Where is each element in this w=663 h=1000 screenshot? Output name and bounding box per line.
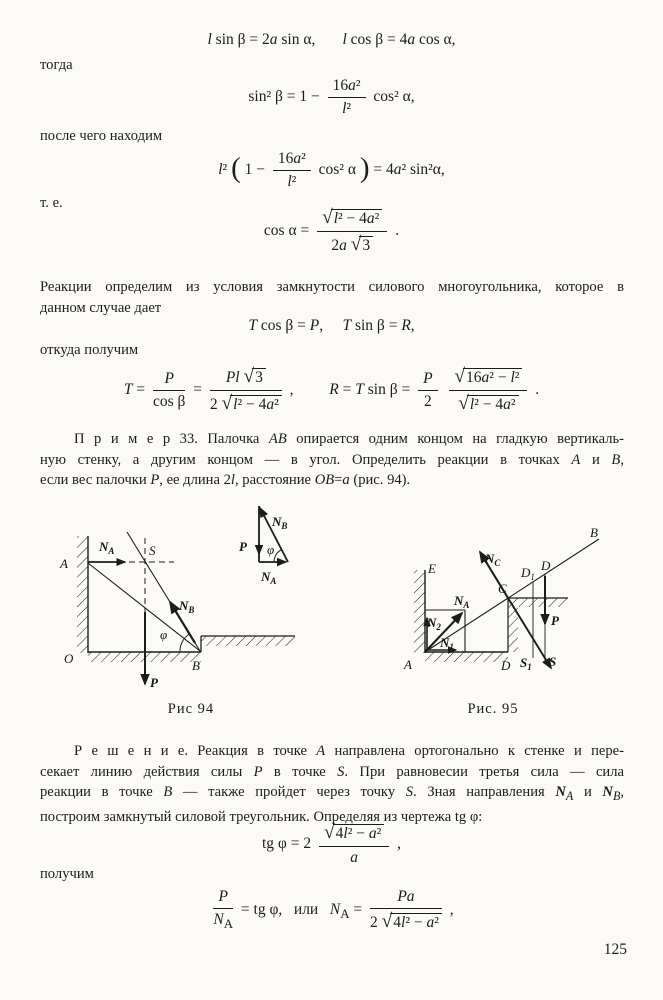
numerator xyxy=(210,366,282,391)
label-otkuda: откуда получим xyxy=(40,342,139,358)
right-paren: ) xyxy=(359,152,370,184)
fraction xyxy=(273,150,311,191)
denominator xyxy=(317,232,387,256)
left-paren: ( xyxy=(231,152,241,184)
step xyxy=(508,598,568,652)
fraction xyxy=(210,366,282,415)
figure-95-caption: Рис. 95 xyxy=(467,701,519,717)
eq8-comma: , xyxy=(449,901,454,919)
page-number: 125 xyxy=(603,941,627,958)
wall xyxy=(414,570,425,653)
force-label-n2: $N_2$ xyxy=(427,615,441,632)
equals-sign: = xyxy=(193,381,203,399)
eq6-R: R = T sin β = xyxy=(329,381,411,399)
step-top-hatch xyxy=(508,598,568,607)
paragraph-reactions xyxy=(40,277,624,318)
sqrt xyxy=(322,207,382,228)
equation-tcos: T cos β = P, T sin β = R, xyxy=(248,317,415,334)
radical-sign: √ xyxy=(454,366,466,387)
den-coeff: 2a xyxy=(331,237,347,254)
triangle-label-nb: $N_B$ xyxy=(272,514,288,531)
eq4-lhs: cos α = xyxy=(263,222,310,240)
eq4-period: . xyxy=(395,222,400,240)
fraction xyxy=(153,370,185,411)
sqrt xyxy=(458,393,518,414)
eq3-one-minus: 1 − xyxy=(244,161,265,179)
label-poluchim: получим xyxy=(40,866,94,882)
denominator: 2 xyxy=(423,393,432,410)
denominator xyxy=(449,391,527,415)
denominator: $N_A$ xyxy=(213,911,234,932)
radicand: 3 xyxy=(359,236,373,254)
angle-label-phi: φ xyxy=(160,627,168,642)
numerator: P xyxy=(418,370,437,391)
triangle-angle-arc xyxy=(274,550,282,562)
numerator: P xyxy=(153,370,185,391)
denominator: l² xyxy=(342,100,352,117)
eq3-post: = 4a² sin²α, xyxy=(373,161,445,179)
eq2-lhs: sin² β = 1 − xyxy=(248,88,320,106)
floor xyxy=(425,652,508,662)
equation-cos xyxy=(0,207,663,256)
radical-sign: √ xyxy=(381,911,393,932)
text-line: построим замкнутый силовой треугольник. Определяя из чертежа tg φ: xyxy=(40,808,483,825)
point-label-d1: $D_1$ xyxy=(521,565,535,582)
fraction xyxy=(449,366,527,415)
point-label-s1: $S_1$ xyxy=(520,655,532,672)
force-triangle xyxy=(239,506,288,586)
force-label-p: P xyxy=(150,675,158,690)
figure-94-caption: Рис 94 xyxy=(167,701,215,717)
force-label-p: P xyxy=(551,613,559,628)
eq6-T: T = xyxy=(123,381,146,399)
fraction xyxy=(213,888,233,932)
force-label-nb: $N_B$ xyxy=(179,598,195,615)
text-line: ную стенку, а другим концом — в угол. Определить реакции в точках A и B, xyxy=(40,451,624,468)
fraction xyxy=(319,822,389,867)
text-line: Р е ш е н и е. Реакция в точке A направлена ортогонально к стенке и пере- xyxy=(74,743,625,759)
denominator: cos β xyxy=(152,393,186,410)
step-hatch xyxy=(201,636,295,646)
eq7-lhs: tg φ = 2 xyxy=(262,835,312,853)
eq3-pre: l² xyxy=(218,161,228,179)
point-label-b: B xyxy=(590,525,598,540)
sqrt xyxy=(221,393,282,414)
eq2-rhs: cos² α, xyxy=(373,88,415,106)
paragraph-solution xyxy=(40,741,624,827)
triangle-label-p: P xyxy=(239,539,247,554)
radicand: 3 xyxy=(252,368,266,386)
text-line: секает линию действия силы P в точке S. При равновесии третья сила — сила xyxy=(40,763,625,780)
point-label-e: E xyxy=(428,561,436,576)
sqrt xyxy=(454,366,522,387)
radicand: l² − 4a² xyxy=(331,209,383,227)
radical-sign: √ xyxy=(243,366,255,387)
sqrt xyxy=(324,822,384,843)
numerator xyxy=(319,822,389,847)
point-label-d-top: D xyxy=(541,558,551,573)
label-te: т. е. xyxy=(40,195,63,211)
radical-sign: √ xyxy=(324,822,335,843)
sqrt xyxy=(381,911,442,932)
numerator xyxy=(317,207,387,232)
force-label-na: $N_A$ xyxy=(99,539,115,556)
wall-hatch xyxy=(77,536,88,653)
radicand: l² − 4a² xyxy=(467,395,519,413)
fraction xyxy=(370,888,442,933)
eq8-mid: = tg φ, или $N_A$ = xyxy=(240,901,363,922)
point-label-o: O xyxy=(64,651,74,666)
label-posle: после чего находим xyxy=(40,128,163,144)
radicand: 16a² − l² xyxy=(463,368,522,386)
text-line: Реакции определим из условия замкнутости силового многоугольника, которое в xyxy=(40,279,624,295)
fraction xyxy=(328,77,366,118)
radical-sign: √ xyxy=(322,207,333,228)
comma: , xyxy=(289,381,294,399)
den-coeff: 2 xyxy=(209,396,218,413)
force-label-n1: $N_1$ xyxy=(440,635,454,652)
point-label-a: A xyxy=(60,556,68,571)
wall xyxy=(77,536,88,653)
figure-95-diagram xyxy=(378,500,630,700)
radicand: l² − 4a² xyxy=(230,395,282,413)
floor-hatch xyxy=(425,652,508,662)
step-face-hatch xyxy=(508,607,518,652)
force-label-nc: $N_C$ xyxy=(485,551,501,568)
denominator: l² xyxy=(287,173,297,190)
radicand: 4l² − a² xyxy=(333,824,385,842)
numerator: 16a² xyxy=(273,150,311,171)
numerator xyxy=(449,366,527,391)
triangle-label-na: $N_A$ xyxy=(261,569,277,586)
figure-94-diagram xyxy=(55,500,315,700)
point-label-s: S xyxy=(549,654,557,669)
radicand: 4l² − a² xyxy=(390,913,442,931)
radical-sign: √ xyxy=(221,393,233,414)
triangle-label-phi: φ xyxy=(267,542,275,557)
text-line: если вес палочки P, ее длина 2l, расстояние OB=a (рис. 94). xyxy=(40,472,411,489)
step xyxy=(201,636,295,652)
sqrt xyxy=(350,234,373,255)
equation-lsin: l sin β = 2a sin α, l cos β = 4a cos α, xyxy=(207,31,456,48)
point-label-s: S xyxy=(149,543,156,558)
equation-na xyxy=(0,888,663,933)
equation-sin2 xyxy=(0,77,663,118)
point-label-b: B xyxy=(192,658,200,673)
point-label-a: A xyxy=(404,657,412,672)
force-label-na: $N_A$ xyxy=(454,593,470,610)
eq3-cos: cos² α xyxy=(318,161,356,179)
period: . xyxy=(535,381,540,399)
radical-sign: √ xyxy=(350,234,362,255)
label-togda: тогда xyxy=(40,57,73,73)
radical-sign: √ xyxy=(458,393,469,414)
numerator: 16a² xyxy=(328,77,366,98)
fraction xyxy=(317,207,387,256)
text-line: данном случае дает xyxy=(40,299,162,316)
text-line: П р и м е р 33. Палочка AB опирается одним концом на гладкую вертикаль- xyxy=(74,431,624,447)
denominator xyxy=(210,391,282,415)
equation-T-R xyxy=(0,366,663,415)
point-label-c: C xyxy=(498,581,507,596)
text-line: реакции в точке B — также пройдет через точку S. Зная направления $N_A$ и $N_B$, xyxy=(40,784,625,804)
paragraph-example-33 xyxy=(40,429,624,491)
denominator: a xyxy=(350,849,358,866)
eq7-comma: , xyxy=(397,835,401,853)
num-coeff: Pl xyxy=(225,369,240,386)
sqrt xyxy=(243,366,265,387)
den-coeff: 2 xyxy=(370,914,378,931)
equation-l2 xyxy=(0,150,663,191)
wall-hatch xyxy=(414,570,425,653)
denominator xyxy=(370,909,442,933)
fraction xyxy=(418,370,437,411)
equation-tg-phi xyxy=(0,822,663,867)
point-label-d-bottom: D xyxy=(501,658,511,673)
numerator: Pa xyxy=(370,888,442,909)
numerator: P xyxy=(213,888,233,909)
